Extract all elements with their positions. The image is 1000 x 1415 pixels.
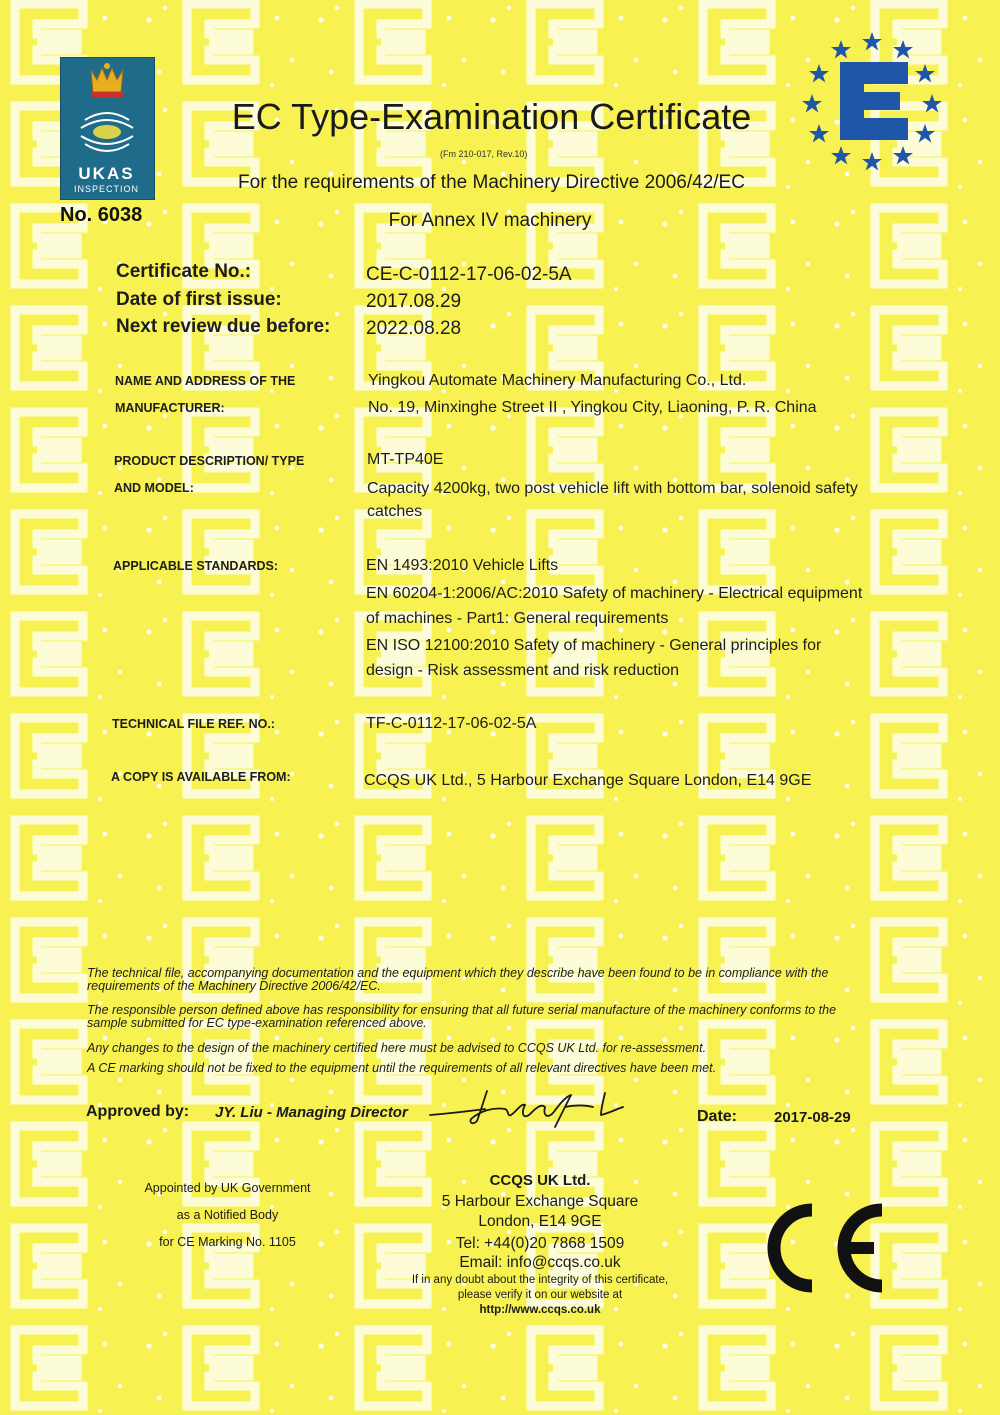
first-issue-label: Date of first issue:	[116, 289, 282, 310]
product-label-1: PRODUCT DESCRIPTION/ TYPE	[114, 454, 305, 468]
appointment-line-2: as a Notified Body	[176, 1208, 279, 1222]
technical-file-value: TF-C-0112-17-06-02-5A	[366, 715, 537, 732]
ukas-number: No. 6038	[60, 204, 143, 226]
manufacturer-label-1: NAME AND ADDRESS OF THE	[115, 374, 296, 388]
statement-1-line-2: requirements of the Machinery Directive 2006/42/EC.	[87, 979, 381, 993]
technical-file-label: TECHNICAL FILE REF. NO.:	[112, 717, 275, 731]
ce-mark-icon	[750, 1200, 890, 1295]
standards-label: APPLICABLE STANDARDS:	[113, 559, 279, 573]
annex-line: For Annex IV machinery	[388, 210, 592, 231]
product-model: MT-TP40E	[367, 451, 444, 468]
date-label: Date:	[697, 1108, 738, 1125]
statement-4: A CE marking should not be fixed to the equipment until the requirements of all relevant directives have been met.	[87, 1061, 717, 1075]
review-value: 2022.08.28	[366, 318, 462, 339]
product-description-1: Capacity 4200kg, two post vehicle lift with bottom bar, solenoid safety	[367, 480, 858, 497]
date-value: 2017-08-29	[774, 1109, 851, 1126]
directive-subtitle: For the requirements of the Machinery Directive 2006/42/EC	[238, 172, 745, 193]
certificate-no-value: CE-C-0112-17-06-02-5A	[366, 264, 572, 285]
statement-2-line-2: sample submitted for EC type-examination referenced above.	[87, 1016, 427, 1030]
ukas-subtitle: INSPECTION	[73, 184, 139, 194]
ccqs-url: http://www.ccqs.co.uk	[479, 1304, 601, 1316]
standard-line-2: EN 60204-1:2006/AC:2010 Safety of machinery - Electrical equipment	[366, 585, 863, 602]
manufacturer-address: No. 19, Minxinghe Street II , Yingkou City, Liaoning, P. R. China	[368, 399, 817, 416]
ukas-letters: UKAS	[78, 164, 135, 183]
appointment-line-3: for CE Marking No. 1105	[159, 1235, 296, 1249]
certificate-no-label: Certificate No.:	[116, 261, 252, 282]
first-issue-value: 2017.08.29	[366, 291, 462, 312]
standard-line-3: of machines - Part1: General requirements	[366, 610, 669, 627]
manufacturer-label-2: MANUFACTURER:	[115, 401, 225, 415]
appointment-line-1: Appointed by UK Government	[144, 1181, 311, 1195]
standard-line-5: design - Risk assessment and risk reduction	[366, 662, 680, 679]
product-description-2: catches	[367, 503, 423, 520]
ccqs-doubt-2: please verify it on our website at	[457, 1289, 623, 1301]
ccqs-tel: Tel: +44(0)20 7868 1509	[455, 1235, 625, 1252]
statement-1-line-1: The technical file, accompanying documentation and the equipment which they describe have been found to be in compliance with the	[87, 966, 829, 980]
copy-value: CCQS UK Ltd., 5 Harbour Exchange Square London, E14 9GE	[364, 772, 812, 789]
product-label-2: AND MODEL:	[114, 481, 194, 495]
ccqs-doubt-1: If in any doubt about the integrity of this certificate,	[411, 1274, 669, 1286]
standard-line-4: EN ISO 12100:2010 Safety of machinery - General principles for	[366, 637, 822, 654]
statement-2-line-1: The responsible person defined above has responsibility for ensuring that all future serial manufacture of the machinery conforms to the	[87, 1003, 837, 1017]
signature-icon	[425, 1085, 635, 1133]
ccqs-address-1: 5 Harbour Exchange Square	[441, 1193, 639, 1210]
ccqs-name: CCQS UK Ltd.	[489, 1172, 591, 1189]
approved-by-label: Approved by:	[86, 1103, 190, 1120]
manufacturer-name: Yingkou Automate Machinery Manufacturing Co., Ltd.	[368, 372, 747, 389]
approver-name: JY. Liu - Managing Director	[215, 1104, 408, 1121]
certificate-title: EC Type-Examination Certificate	[231, 96, 752, 137]
standard-line-1: EN 1493:2010 Vehicle Lifts	[366, 557, 559, 574]
form-reference: (Fm 210-017, Rev.10)	[440, 149, 528, 159]
statement-3: Any changes to the design of the machinery certified here must be advised to CCQS UK Ltd. for re-assessment.	[87, 1041, 707, 1055]
review-label: Next review due before:	[116, 316, 331, 337]
copy-label: A COPY IS AVAILABLE FROM:	[111, 770, 291, 784]
ccqs-address-2: London, E14 9GE	[478, 1213, 602, 1230]
ccqs-email: Email: info@ccqs.co.uk	[459, 1254, 621, 1271]
